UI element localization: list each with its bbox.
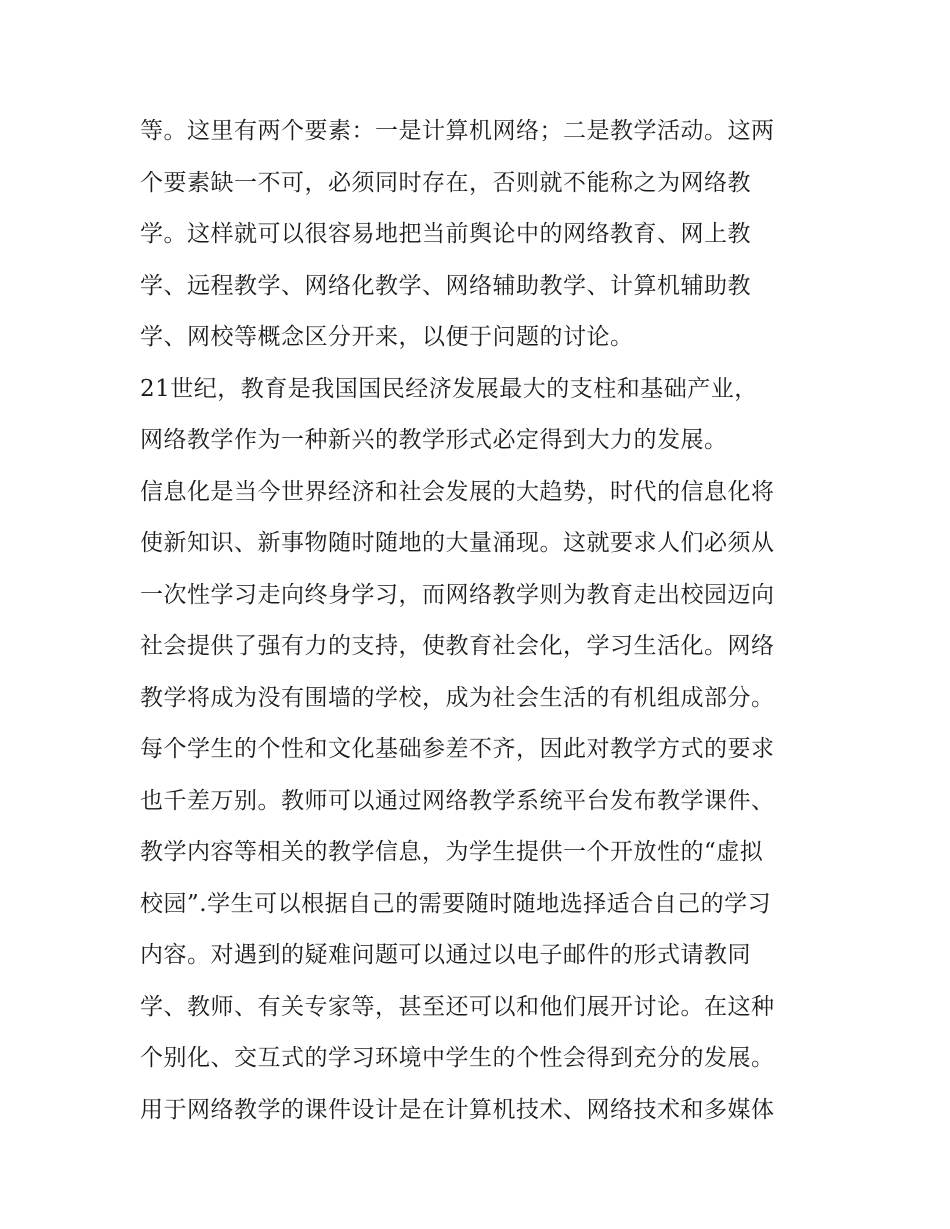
text-line: 网络教学作为一种新兴的教学形式必定得到大力的发展。 xyxy=(140,427,728,453)
paragraph-network-teaching-definition xyxy=(140,106,820,364)
text-line: 教学内容等相关的教学信息，为学生提供一个开放性的“虚拟 xyxy=(140,839,764,865)
text-line: 内容。对遇到的疑难问题可以通过以电子邮件的形式请教同 xyxy=(140,942,751,968)
text-line: 等。这里有两个要素：一是计算机网络；二是教学活动。这两 xyxy=(140,118,775,144)
text-line: 每个学生的个性和文化基础参差不齐，因此对教学方式的要求 xyxy=(140,736,775,762)
paragraph-courseware-design xyxy=(140,1085,820,1137)
text-line: 社会提供了强有力的支持，使教育社会化，学习生活化。网络 xyxy=(140,633,775,659)
text-line: 用于网络教学的课件设计是在计算机技术、网络技术和多媒体 xyxy=(140,1096,775,1123)
paragraph-student-individuality xyxy=(140,724,820,1085)
document-body xyxy=(140,106,820,1136)
text-line: 校园”.学生可以根据自己的需要随时随地选择适合自己的学习 xyxy=(140,890,772,917)
text-line: 学。这样就可以很容易地把当前舆论中的网络教育、网上教 xyxy=(140,221,751,247)
text-line: 个别化、交互式的学习环境中学生的个性会得到充分的发展。 xyxy=(140,1045,775,1071)
text-line: 学、远程教学、网络化教学、网络辅助教学、计算机辅助教 xyxy=(140,272,751,299)
text-line: 个要素缺一不可，必须同时存在，否则就不能称之为网络教 xyxy=(140,169,751,196)
text-line: 使新知识、新事物随时随地的大量涌现。这就要求人们必须从 xyxy=(140,530,775,556)
paragraph-informatization xyxy=(140,467,820,725)
text-line: 一次性学习走向终身学习，而网络教学则为教育走出校园迈向 xyxy=(140,581,775,608)
text-line: 21世纪，教育是我国国民经济发展最大的支柱和基础产业， xyxy=(140,375,758,402)
text-line: 信息化是当今世界经济和社会发展的大趋势，时代的信息化将 xyxy=(140,478,775,505)
text-line: 学、网校等概念区分开来，以便于问题的讨论。 xyxy=(140,324,634,350)
text-line: 教学将成为没有围墙的学校，成为社会生活的有机组成部分。 xyxy=(140,684,775,711)
text-line: 学、教师、有关专家等，甚至还可以和他们展开讨论。在这种 xyxy=(140,993,775,1020)
text-line: 也千差万别。教师可以通过网络教学系统平台发布教学课件、 xyxy=(140,787,775,814)
paragraph-21st-century xyxy=(140,364,820,467)
